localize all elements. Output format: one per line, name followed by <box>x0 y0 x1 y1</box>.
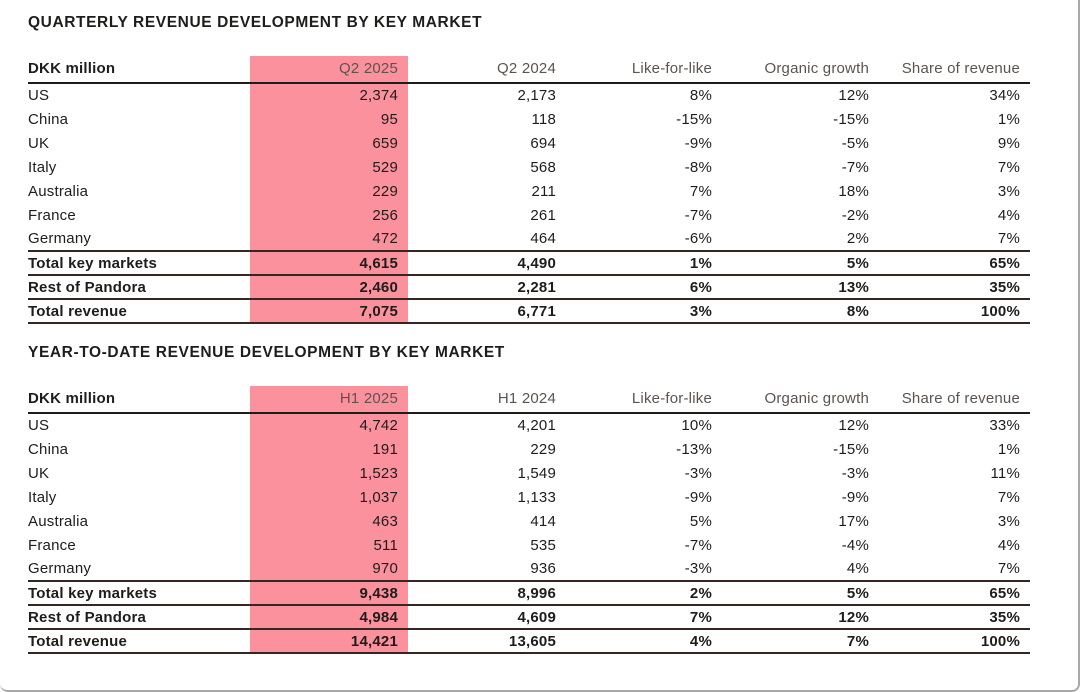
value-cell: 5% <box>722 251 879 275</box>
value-cell: 4% <box>566 629 722 653</box>
value-cell: 4,984 <box>250 605 408 629</box>
market-cell: UK <box>28 134 50 152</box>
column-header: Q2 2024 <box>408 56 566 83</box>
total-row <box>28 275 1030 299</box>
value-cell: 1,133 <box>517 488 556 506</box>
value-cell: 3% <box>566 299 722 323</box>
value-cell: 3% <box>997 182 1020 200</box>
market-cell: Italy <box>28 488 57 506</box>
value-cell: 511 <box>250 533 408 557</box>
market-cell: US <box>28 87 50 104</box>
value-cell: 10% <box>681 417 712 434</box>
value-cell: 1% <box>997 110 1020 128</box>
market-cell: Italy <box>28 158 57 176</box>
value-cell: 2% <box>846 230 869 247</box>
value-cell: 2,374 <box>250 83 408 107</box>
market-cell: Total revenue <box>28 629 250 653</box>
value-cell: 5% <box>689 512 712 530</box>
value-cell: 2% <box>566 581 722 605</box>
value-cell: 970 <box>250 557 408 581</box>
column-header: H1 2025 <box>250 386 408 413</box>
header-row <box>28 56 1030 83</box>
value-cell: 13% <box>722 275 879 299</box>
market-cell: Germany <box>28 560 92 577</box>
market-cell: Total key markets <box>28 581 250 605</box>
column-header: Organic growth <box>722 386 879 413</box>
value-cell: 35% <box>879 275 1030 299</box>
column-header: Q2 2025 <box>250 56 408 83</box>
column-header: Share of revenue <box>879 56 1030 83</box>
value-cell: 256 <box>250 203 408 227</box>
value-cell: 261 <box>530 206 556 224</box>
market-cell: China <box>28 110 69 128</box>
table-row <box>28 131 1030 155</box>
value-cell: 100% <box>879 299 1030 323</box>
value-cell: 4% <box>997 536 1020 554</box>
value-cell: 7% <box>997 158 1020 176</box>
total-row <box>28 251 1030 275</box>
value-cell: 211 <box>531 182 556 200</box>
total-row <box>28 629 1030 653</box>
value-cell: 229 <box>250 179 408 203</box>
value-cell: -4% <box>841 536 869 554</box>
value-cell: 464 <box>530 230 556 247</box>
value-cell: -2% <box>841 206 869 224</box>
value-cell: -15% <box>833 440 869 458</box>
total-row <box>28 605 1030 629</box>
value-cell: 17% <box>838 512 869 530</box>
column-header: Organic growth <box>722 56 879 83</box>
value-cell: 7% <box>997 488 1020 506</box>
market-cell: UK <box>28 464 50 482</box>
table-row <box>28 461 1030 485</box>
value-cell: -3% <box>684 464 712 482</box>
table-row <box>28 83 1030 107</box>
value-cell: 8% <box>722 299 879 323</box>
value-cell: 1,523 <box>250 461 408 485</box>
value-cell: 568 <box>530 158 556 176</box>
value-cell: 118 <box>531 110 556 128</box>
value-cell: 14,421 <box>250 629 408 653</box>
value-cell: 414 <box>530 512 556 530</box>
value-cell: 9% <box>997 134 1020 152</box>
column-header: H1 2024 <box>408 386 566 413</box>
table-row <box>28 509 1030 533</box>
value-cell: 4,490 <box>408 251 566 275</box>
value-cell: -9% <box>684 134 712 152</box>
header-row <box>28 386 1030 413</box>
value-cell: 1,549 <box>517 464 556 482</box>
table-row <box>28 227 1030 251</box>
market-cell: Rest of Pandora <box>28 605 250 629</box>
market-cell: US <box>28 417 50 434</box>
value-cell: 4,742 <box>250 413 408 437</box>
table-row <box>28 485 1030 509</box>
value-cell: -7% <box>684 206 712 224</box>
table-row <box>28 413 1030 437</box>
value-cell: 2,173 <box>517 87 556 104</box>
table-row <box>28 437 1030 461</box>
value-cell: 11% <box>990 464 1020 482</box>
quarterly-revenue-section <box>0 14 1078 324</box>
value-cell: 229 <box>530 440 556 458</box>
market-cell: France <box>28 206 76 224</box>
column-header: Share of revenue <box>879 386 1030 413</box>
value-cell: 463 <box>250 509 408 533</box>
market-cell: Australia <box>28 512 89 530</box>
market-cell: Total revenue <box>28 299 250 323</box>
value-cell: -15% <box>833 110 869 128</box>
value-cell: 7,075 <box>250 299 408 323</box>
value-cell: 191 <box>250 437 408 461</box>
value-cell: 12% <box>838 87 869 104</box>
value-cell: 33% <box>989 417 1020 434</box>
value-cell: 8,996 <box>408 581 566 605</box>
column-header-unit: DKK million <box>28 386 250 413</box>
total-row <box>28 299 1030 323</box>
value-cell: -6% <box>684 230 712 247</box>
value-cell: 65% <box>879 251 1030 275</box>
value-cell: 529 <box>250 155 408 179</box>
market-cell: Rest of Pandora <box>28 275 250 299</box>
value-cell: 4% <box>846 560 869 577</box>
value-cell: 4% <box>997 206 1020 224</box>
value-cell: 535 <box>530 536 556 554</box>
table-row <box>28 179 1030 203</box>
ytd-revenue-table <box>28 386 1030 654</box>
value-cell: 6% <box>566 275 722 299</box>
value-cell: 12% <box>722 605 879 629</box>
value-cell: 4,609 <box>408 605 566 629</box>
column-header: Like-for-like <box>566 56 722 83</box>
value-cell: 472 <box>250 227 408 251</box>
value-cell: -3% <box>684 560 712 577</box>
value-cell: 4,615 <box>250 251 408 275</box>
value-cell: 6,771 <box>408 299 566 323</box>
value-cell: 1% <box>566 251 722 275</box>
value-cell: 936 <box>530 560 556 577</box>
value-cell: 4,201 <box>517 417 556 434</box>
value-cell: 2,281 <box>408 275 566 299</box>
market-cell: Germany <box>28 230 92 247</box>
table-row <box>28 533 1030 557</box>
market-cell: France <box>28 536 76 554</box>
value-cell: 3% <box>997 512 1020 530</box>
value-cell: -9% <box>841 488 869 506</box>
value-cell: 35% <box>879 605 1030 629</box>
column-header: Like-for-like <box>566 386 722 413</box>
value-cell: 9,438 <box>250 581 408 605</box>
value-cell: -13% <box>676 440 712 458</box>
quarterly-revenue-table <box>28 56 1030 324</box>
value-cell: 7% <box>997 560 1020 577</box>
value-cell: -7% <box>841 158 869 176</box>
market-cell: Australia <box>28 182 89 200</box>
value-cell: 1,037 <box>250 485 408 509</box>
table-row <box>28 107 1030 131</box>
value-cell: 13,605 <box>408 629 566 653</box>
value-cell: -3% <box>841 464 869 482</box>
value-cell: 65% <box>879 581 1030 605</box>
value-cell: 8% <box>689 87 712 104</box>
market-cell: Total key markets <box>28 251 250 275</box>
ytd-revenue-section <box>0 344 1078 654</box>
value-cell: 659 <box>250 131 408 155</box>
table-row <box>28 203 1030 227</box>
table-row <box>28 155 1030 179</box>
value-cell: -8% <box>684 158 712 176</box>
value-cell: 1% <box>997 440 1020 458</box>
value-cell: 694 <box>530 134 556 152</box>
value-cell: 5% <box>722 581 879 605</box>
quarterly-section-title: QUARTERLY REVENUE DEVELOPMENT BY KEY MARKET <box>28 14 483 31</box>
total-row <box>28 581 1030 605</box>
value-cell: 12% <box>838 417 869 434</box>
value-cell: -9% <box>684 488 712 506</box>
value-cell: 7% <box>722 629 879 653</box>
column-header-unit: DKK million <box>28 56 250 83</box>
value-cell: 95 <box>250 107 408 131</box>
value-cell: 7% <box>997 230 1020 247</box>
value-cell: -5% <box>841 134 869 152</box>
market-cell: China <box>28 440 69 458</box>
value-cell: 7% <box>689 182 712 200</box>
value-cell: 18% <box>838 182 869 200</box>
value-cell: -15% <box>676 110 712 128</box>
value-cell: 2,460 <box>250 275 408 299</box>
ytd-section-title: YEAR-TO-DATE REVENUE DEVELOPMENT BY KEY MARKET <box>28 344 505 361</box>
value-cell: 7% <box>566 605 722 629</box>
value-cell: -7% <box>684 536 712 554</box>
table-row <box>28 557 1030 581</box>
value-cell: 100% <box>879 629 1030 653</box>
value-cell: 34% <box>989 87 1020 104</box>
